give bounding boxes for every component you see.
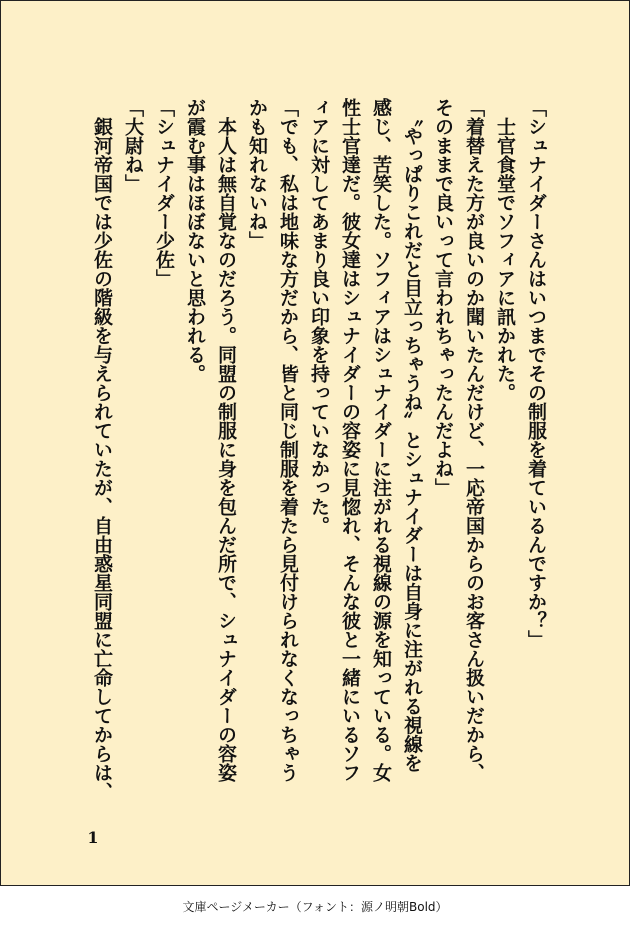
- text-line: 感じ、苦笑した。ソフィアはシュナイダーに注がれる視線の源を知っている。女: [370, 98, 392, 782]
- text-line: 銀河帝国では少佐の階級を与えられていたが、自由惑星同盟に亡命してからは、: [91, 98, 113, 801]
- text-line: かも知れないね」: [246, 98, 268, 250]
- text-line: 「シュナイダーさんはいつまでその制服を着ているんですか？」: [525, 98, 547, 649]
- text-line: ィアに対してあまり良い印象を持っていなかった。: [308, 98, 330, 535]
- footer-caption: 文庫ページメーカー（フォント：源ノ明朝Bold）: [182, 900, 448, 914]
- text-line: 士官食堂でソフィアに訊かれた。: [494, 98, 516, 402]
- text-line: 「着替えた方が良いのか聞いたんだけど、一応帝国からのお客さん扱いだから、: [463, 98, 485, 782]
- text-line: 「でも、私は地味な方だから、皆と同じ制服を着たら見付けられなくなっちゃう: [277, 98, 299, 782]
- text-line: そのままで良いって言われちゃったんだよね」: [432, 98, 454, 497]
- text-line: 「大尉ね」: [122, 98, 144, 193]
- page-number: 1: [87, 828, 99, 847]
- text-line: 〝やっぱりこれだと目立っちゃうね〟とシュナイダーは自身に注がれる視線を: [401, 98, 423, 773]
- text-line: 性士官達だ。彼女達はシュナイダーの容姿に見惚れ、そんな彼と一緒にいるソフ: [339, 98, 361, 782]
- text-line: が霞む事はほぼないと思われる。: [184, 98, 206, 383]
- text-line: 「シュナイダー少佐」: [153, 98, 175, 288]
- vertical-text-body: [86, 98, 551, 814]
- text-line: 本人は無自覚なのだろう。同盟の制服に身を包んだ所で、シュナイダーの容姿: [215, 98, 237, 782]
